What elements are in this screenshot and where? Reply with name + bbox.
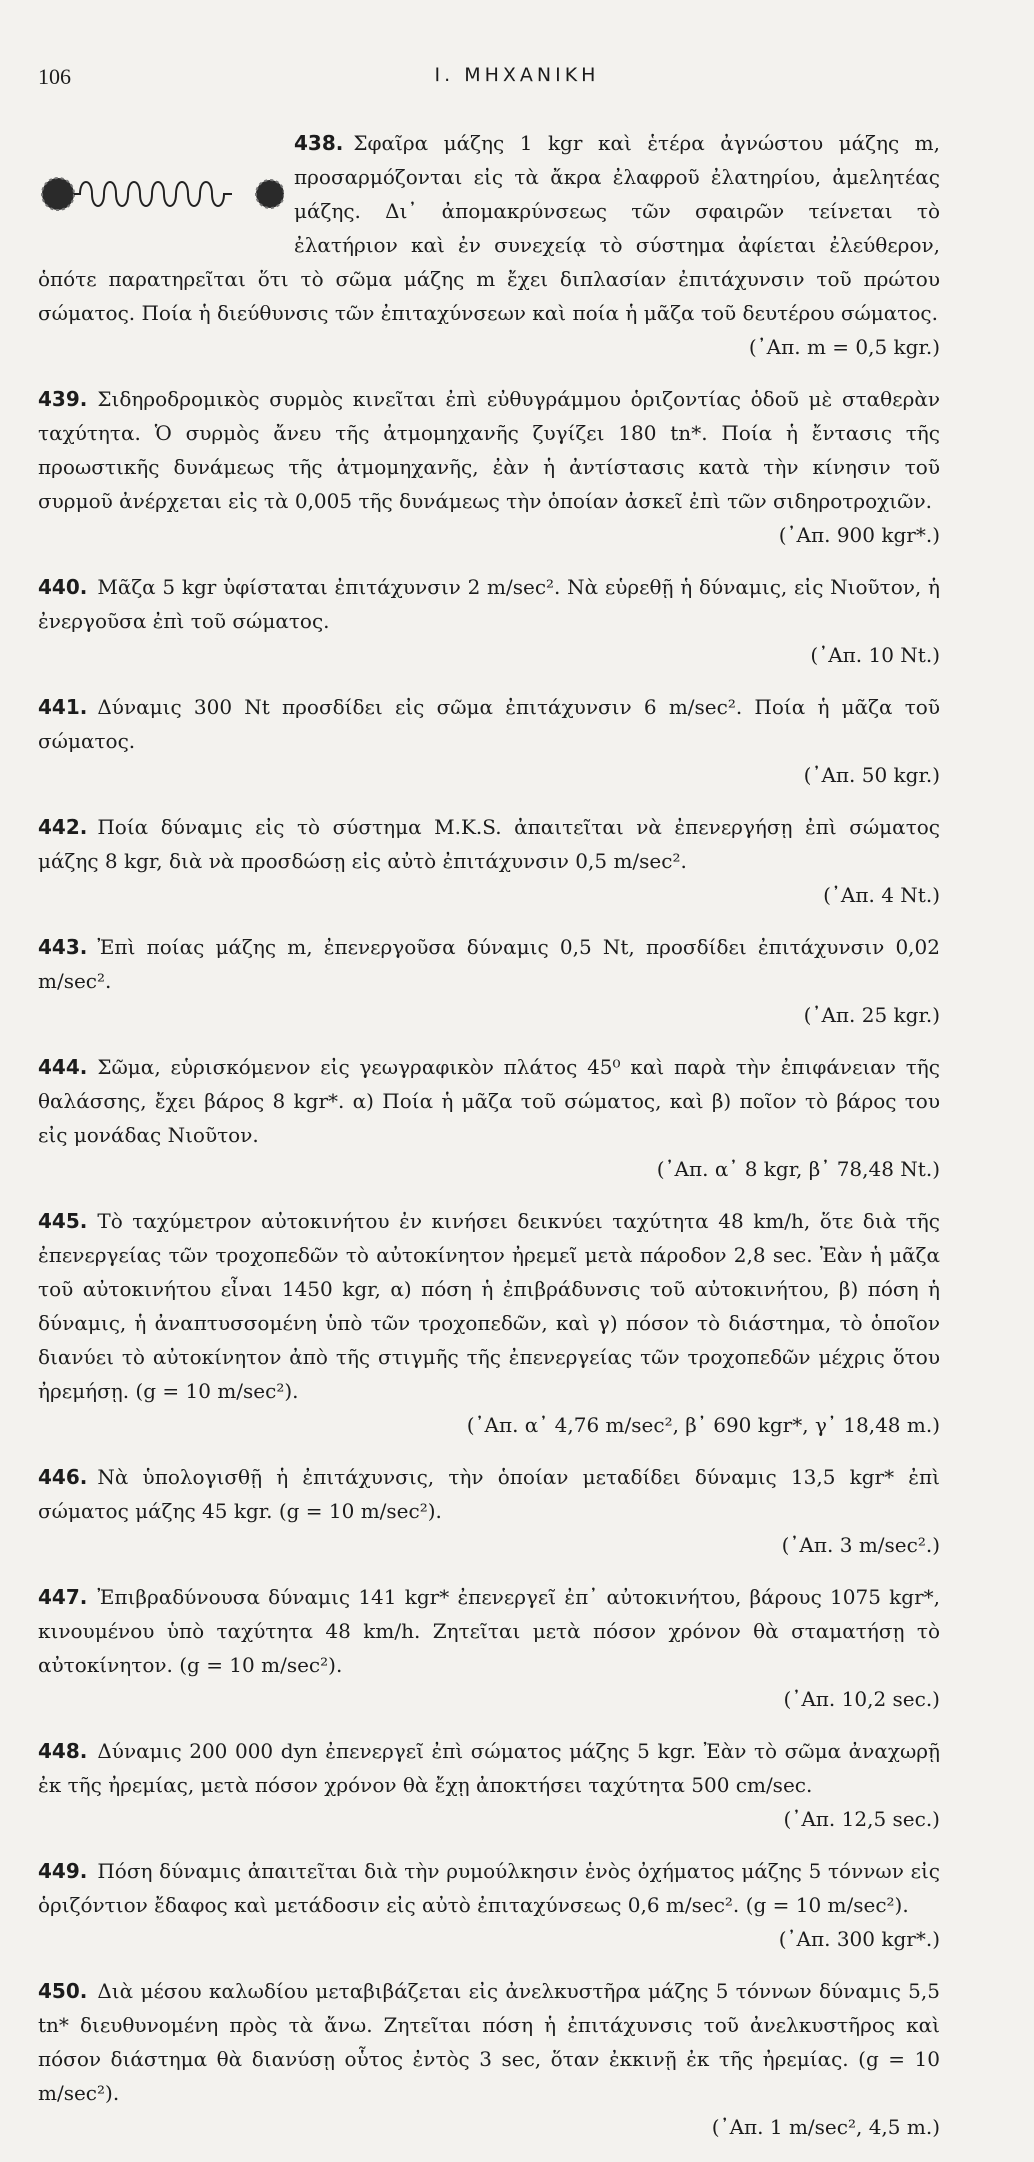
problem-answer: (᾽Απ. 12,5 sec.) (783, 1807, 940, 1831)
problem-number: 439. (38, 387, 88, 411)
problem-448 (38, 1734, 940, 1836)
problem-number: 441. (38, 695, 88, 719)
spring-icon (74, 182, 232, 206)
problem-439 (38, 382, 940, 552)
problem-number: 450. (38, 1979, 88, 2003)
problem-answer: (᾽Απ. 1 m/sec², 4,5 m.) (711, 2115, 940, 2139)
problem-text: Σιδηροδρομικὸς συρμὸς κινεῖται ἐπὶ εὐθυγράμμου ὁριζοντίας ὁδοῦ μὲ σταθερὰν ταχύτητα. Ὁ συρμὸς ἄνευ τῆς ἀτμομηχανῆς ζυγίζει 180 tn*. Ποία ἡ ἔντασις τῆς προωστικῆς δυνάμεως τῆς ἀτμομηχανῆς, ἐὰν ἡ ἀντίστασις κατὰ τὴν κίνησιν τοῦ συρμοῦ ἀνέρχεται εἰς τὰ 0,005 τῆς δυνάμεως τὴν ὁποίαν ἀσκεῖ ἐπὶ τῶν σιδηροτροχιῶν. (38, 387, 940, 513)
problem-text: Σῶμα, εὑρισκόμενον εἰς γεωγραφικὸν πλάτος 45⁰ καὶ παρὰ τὴν ἐπιφάνειαν τῆς θαλάσσης, ἔχει βάρος 8 kgr*. α) Ποία ἡ μᾶζα τοῦ σώματος, καὶ β) ποῖον τὸ βάρος του εἰς μονάδας Νιοῦτον. (38, 1055, 940, 1147)
problem-answer: (᾽Απ. 50 kgr.) (803, 763, 940, 787)
problem-text: Δύναμις 300 Nt προσδίδει εἰς σῶμα ἐπιτάχυνσιν 6 m/sec². Ποία ἡ μᾶζα τοῦ σώματος. (38, 695, 940, 753)
problem-number: 444. (38, 1055, 88, 1079)
problem-445 (38, 1204, 940, 1442)
problem-answer: (᾽Απ. 900 kgr*.) (778, 523, 940, 547)
problem-444 (38, 1050, 940, 1186)
problem-number: 447. (38, 1585, 88, 1609)
problem-438 (38, 126, 940, 364)
problem-text: Μᾶζα 5 kgr ὑφίσταται ἐπιτάχυνσιν 2 m/sec². Νὰ εὑρεθῇ ἡ δύναμις, εἰς Νιοῦτον, ἡ ἐνεργοῦσα ἐπὶ τοῦ σώματος. (38, 575, 940, 633)
problem-number: 443. (38, 935, 88, 959)
problem-answer: (᾽Απ. 3 m/sec².) (781, 1533, 940, 1557)
problem-447 (38, 1580, 940, 1716)
problem-443 (38, 930, 940, 1032)
problem-441 (38, 690, 940, 792)
spring-masses-figure (34, 160, 284, 260)
problem-number: 446. (38, 1465, 88, 1489)
problem-450 (38, 1974, 940, 2144)
page-number: 106 (38, 64, 71, 89)
problem-text: Διὰ μέσου καλωδίου μεταβιβάζεται εἰς ἀνελκυστῆρα μάζης 5 τόννων δύναμις 5,5 tn* διευθυνομένη πρὸς τὰ ἄνω. Ζητεῖται πόση ἡ ἐπιτάχυνσις τοῦ ἀνελκυστῆρος καὶ πόσον διάστημα θὰ διανύσῃ οὗτος ἐντὸς 3 sec, ὅταν ἐκκινῇ ἐκ τῆς ἠρεμίας. (g = 10 m/sec²). (38, 1979, 940, 2105)
problem-text: Τὸ ταχύμετρον αὐτοκινήτου ἐν κινήσει δεικνύει ταχύτητα 48 km/h, ὅτε διὰ τῆς ἐπενεργείας τῶν τροχοπεδῶν τὸ αὐτοκίνητον ἠρεμεῖ μετὰ πάροδον 2,8 sec. Ἐὰν ἡ μᾶζα τοῦ αὐτοκινήτου εἶναι 1450 kgr, α) πόση ἡ ἐπιβράδυνσις τοῦ αὐτοκινήτου, β) πόση ἡ δύναμις, ἡ ἀναπτυσσομένη ὑπὸ τῶν τροχοπεδῶν, καὶ γ) πόσον τὸ διάστημα, τὸ ὁποῖον διανύει τὸ αὐτοκίνητον ἀπὸ τῆς στιγμῆς τῆς ἐπενεργείας τῶν τροχοπεδῶν μέχρις ὅτου ἠρεμήσῃ. (g = 10 m/sec²). (38, 1209, 940, 1403)
problem-number: 448. (38, 1739, 88, 1763)
problems-list (38, 126, 940, 2162)
problem-text: Πόση δύναμις ἀπαιτεῖται διὰ τὴν ρυμούλκησιν ἑνὸς ὀχήματος μάζης 5 τόννων εἰς ὁριζόντιον ἔδαφος καὶ μετάδοσιν εἰς αὐτὸ ἐπιταχύνσεως 0,6 m/sec². (g = 10 m/sec²). (38, 1859, 940, 1917)
problem-text: Δύναμις 200 000 dyn ἐπενεργεῖ ἐπὶ σώματος μάζης 5 kgr. Ἐὰν τὸ σῶμα ἀναχωρῇ ἐκ τῆς ἠρεμίας, μετὰ πόσον χρόνον θὰ ἔχῃ ἀποκτήσει ταχύτητα 500 cm/sec. (38, 1739, 940, 1797)
problem-number: 442. (38, 815, 88, 839)
problem-number: 438. (294, 131, 344, 155)
problem-text: Σφαῖρα μάζης 1 kgr καὶ ἑτέρα ἀγνώστου μάζης m, προσαρμόζονται εἰς τὰ ἄκρα ἐλαφροῦ ἐλατηρίου, ἀμελητέας μάζης. Δι᾽ ἀπομακρύνσεως τῶν σφαιρῶν τείνεται τὸ ἐλατήριον καὶ ἐν συνεχείᾳ τὸ σύστημα ἀφίεται ἐλεύθερον, ὁπότε παρατηρεῖται ὅτι τὸ σῶμα μάζης m ἔχει διπλασίαν ἐπιτάχυνσιν τοῦ πρώτου σώματος. Ποία ἡ διεύθυνσις τῶν ἐπιταχύνσεων καὶ ποία ἡ μᾶζα τοῦ δευτέρου σώματος. (38, 131, 940, 325)
problem-answer: (᾽Απ. 10,2 sec.) (783, 1687, 940, 1711)
problem-number: 440. (38, 575, 88, 599)
problem-number: 445. (38, 1209, 88, 1233)
problem-number: 449. (38, 1859, 88, 1883)
problem-449 (38, 1854, 940, 1956)
problem-text: Ἐπιβραδύνουσα δύναμις 141 kgr* ἐπενεργεῖ ἐπ᾽ αὐτοκινήτου, βάρους 1075 kgr*, κινουμένου ὑπὸ ταχύτητα 48 km/h. Ζητεῖται μετὰ πόσον χρόνον θὰ σταματήσῃ τὸ αὐτοκίνητον. (g = 10 m/sec²). (38, 1585, 940, 1677)
problem-442 (38, 810, 940, 912)
running-head: Ι. ΜΗΧΑΝΙΚΗ (434, 64, 600, 86)
problem-answer: (᾽Απ. α᾽ 8 kgr, β᾽ 78,48 Nt.) (656, 1157, 940, 1181)
problem-answer: (᾽Απ. 4 Nt.) (823, 883, 940, 907)
problem-text: Ἐπὶ ποίας μάζης m, ἐπενεργοῦσα δύναμις 0,5 Nt, προσδίδει ἐπιτάχυνσιν 0,02 m/sec². (38, 935, 940, 993)
problem-answer: (᾽Απ. m = 0,5 kgr.) (748, 335, 940, 359)
problem-answer: (᾽Απ. 25 kgr.) (803, 1003, 940, 1027)
problem-446 (38, 1460, 940, 1562)
problem-answer: (᾽Απ. α᾽ 4,76 m/sec², β᾽ 690 kgr*, γ᾽ 18,48 m.) (466, 1413, 940, 1437)
problem-answer: (᾽Απ. 300 kgr*.) (778, 1927, 940, 1951)
problem-text: Ποία δύναμις εἰς τὸ σύστημα M.K.S. ἀπαιτεῖται νὰ ἐπενεργήσῃ ἐπὶ σώματος μάζης 8 kgr, διὰ νὰ προσδώσῃ εἰς αὐτὸ ἐπιτάχυνσιν 0,5 m/sec². (38, 815, 940, 873)
problem-440 (38, 570, 940, 672)
problem-text: Νὰ ὑπολογισθῇ ἡ ἐπιτάχυνσις, τὴν ὁποίαν μεταδίδει δύναμις 13,5 kgr* ἐπὶ σώματος μάζης 45 kgr. (g = 10 m/sec²). (38, 1465, 940, 1523)
problem-answer: (᾽Απ. 10 Nt.) (810, 643, 940, 667)
